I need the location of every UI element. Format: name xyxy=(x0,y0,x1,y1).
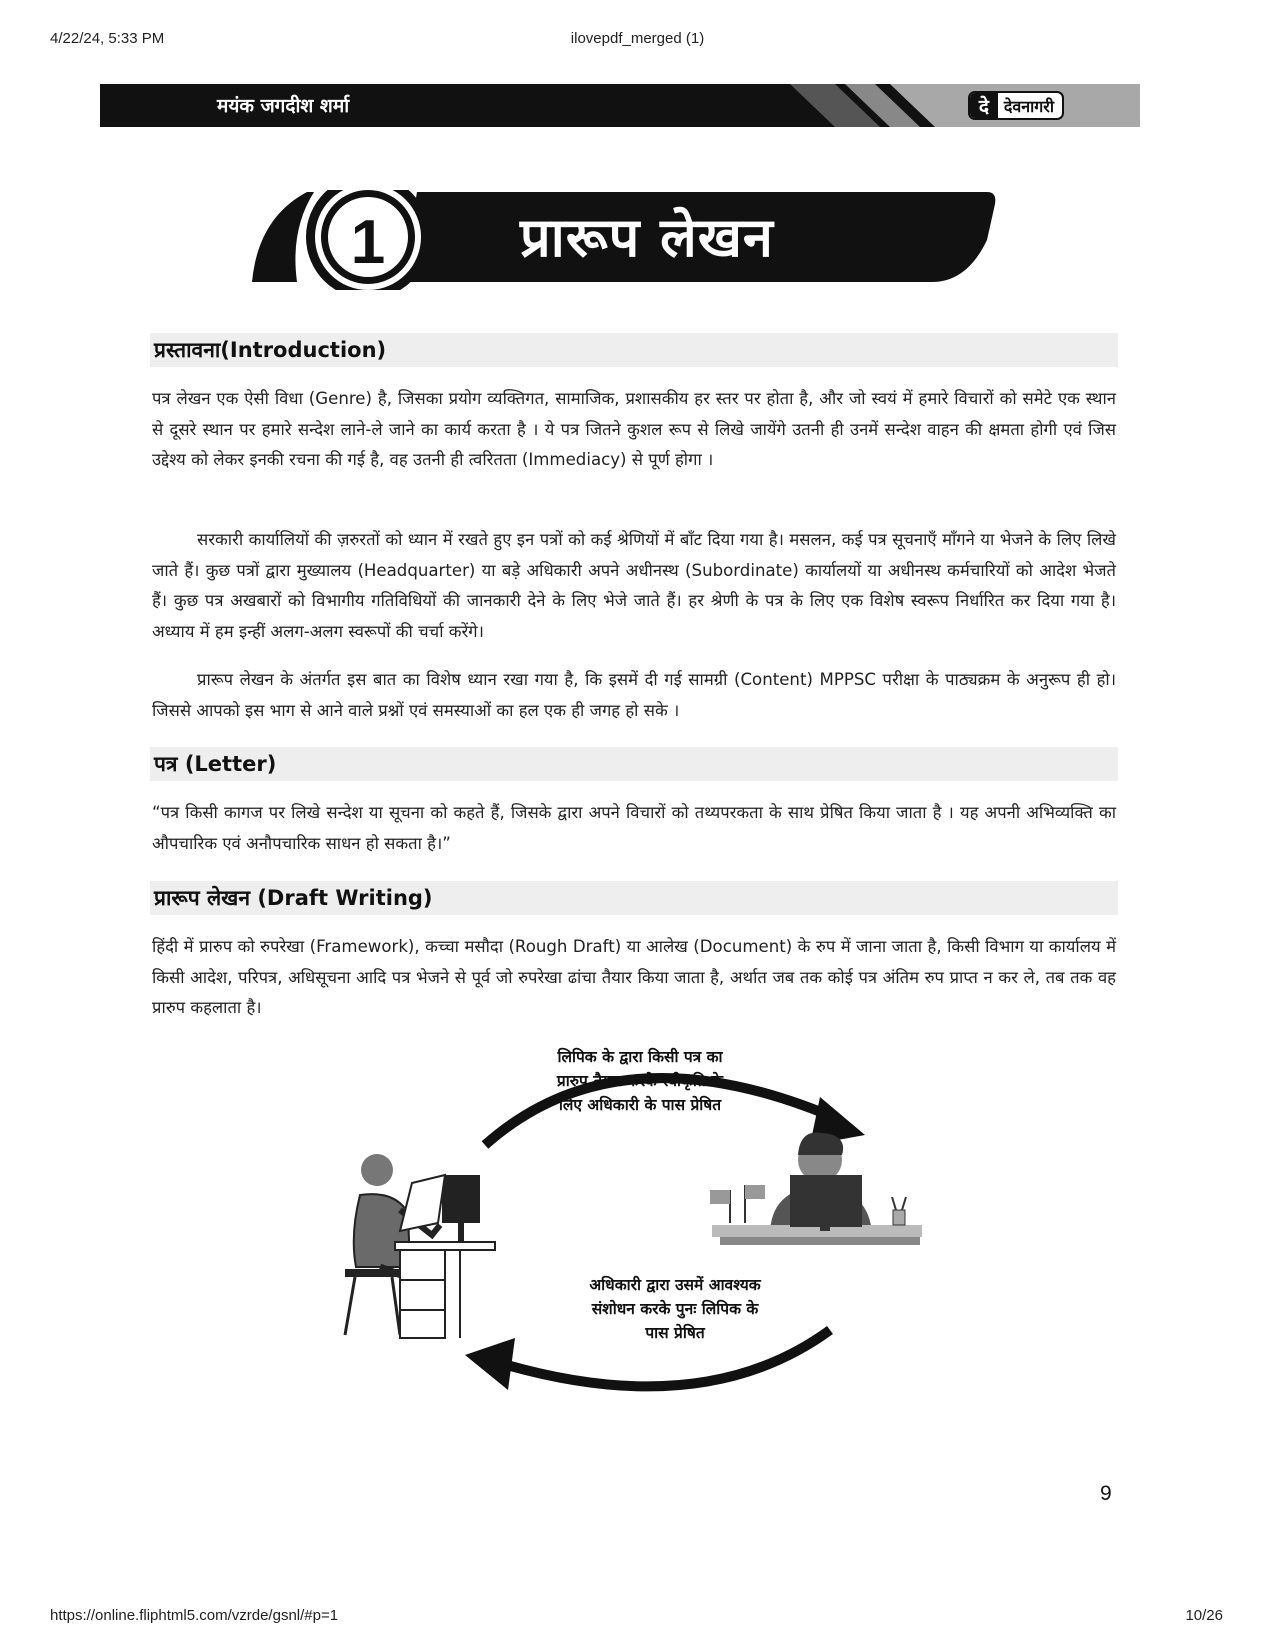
section-heading-introduction: प्रस्तावना(Introduction) xyxy=(150,333,1118,367)
brand-logo xyxy=(968,91,1064,120)
letter-definition: “पत्र किसी कागज पर लिखे सन्देश या सूचना को कहते हैं, जिसके द्वारा अपने विचारों को तथ्यपरकता के साथ प्रेषित किया जाता है । यह अपनी अभिव्यक्ति का औपचारिक एवं अनौपचारिक साधन हो सकता है।” xyxy=(152,803,1116,853)
return-step-label: अधिकारी द्वारा उसमें आवश्यक संशोधन करके पुनः लिपिक के पास प्रेषित xyxy=(589,1276,761,1342)
clerk-figure xyxy=(345,1154,495,1338)
page-number: 9 xyxy=(1100,1482,1112,1505)
author-name: मयंक जगदीश शर्मा xyxy=(217,95,350,117)
header-banner xyxy=(100,84,1140,127)
intro-paragraph-2: सरकारी कार्यालियों की ज़रुरतों को ध्यान में रखते हुए इन पत्रों को कई श्रेणियों में बाँट दिया गया है। मसलन, कई पत्र सूचनाएँ माँगने या भेजने के लिए लिखे जाते हैं। कुछ पत्रों द्वारा मुख्यालय (Headquarter) या बड़े अधिकारी अपने अधीनस्थ (Subordinate) कार्यालयों या अधीनस्थ कर्मचारियों को आदेश भेजते हैं। कुछ पत्र अखबारों को विभागीय गतिविधियों की जानकारी देने के लिए भेजे जाते हैं। हर श्रेणी के पत्र के लिए एक विशेष स्वरूप निर्धारित कर दिया गया है। अध्याय में हम इन्हीं अलग-अलग स्वरूपों की चर्चा करेंगे। xyxy=(152,530,1116,641)
draft-process-illustration xyxy=(300,1045,980,1419)
print-url: https://online.fliphtml5.com/vzrde/gsnl/#p=1 xyxy=(50,1607,339,1624)
return-arrowhead xyxy=(465,1338,515,1390)
intro-paragraph-3: प्रारूप लेखन के अंतर्गत इस बात का विशेष ध्यान रखा गया है, कि इसमें दी गई सामग्री (Content) MPPSC परीक्षा के पाठ्यक्रम के अनुरूप ही हो। जिससे आपको इस भाग से आने वाले प्रश्नों एवं समस्याओं का हल एक ही जगह हो सके । xyxy=(152,670,1116,720)
officer-figure xyxy=(710,1132,922,1245)
section-heading-draft-writing: प्रारूप लेखन (Draft Writing) xyxy=(150,881,1118,915)
brand-name: देवनागरी xyxy=(1003,96,1054,116)
chapter-title: प्रारूप लेखन xyxy=(520,206,774,269)
intro-paragraph-1: पत्र लेखन एक ऐसी विधा (Genre) है, जिसका प्रयोग व्यक्तिगत, सामाजिक, प्रशासकीय हर स्तर पर होता है, और जो स्वयं में हमारे विचारों को समेटे एक स्थान से दूसरे स्थान पर हमारे सन्देश लाने-ले जाने का कार्य करता है । ये पत्र जितने कुशल रूप से लिखे जायेंगे उतनी ही उनमें सन्देश वाहन की क्षमता होगी एवं जिस उद्देश्य को लेकर इनकी रचना की गई है, वह उतनी ही त्वरितता (Immediacy) से पूर्ण होगा । xyxy=(152,389,1117,469)
draft-paragraph: हिंदी में प्रारुप को रुपरेखा (Framework), कच्चा मसौदा (Rough Draft) या आलेख (Document) के रुप में जाना जाता है, किसी विभाग या कार्यालय में किसी आदेश, परिपत्र, अधिसूचना आदि पत्र भेजने से पूर्व जो रुपरेखा ढांचा तैयार किया जाता है, अर्थात जब तक कोई पत्र अंतिम रुप प्राप्त न कर ले, तब तक वह प्रारुप कहलाता है। xyxy=(152,937,1116,1017)
section-heading-letter: पत्र (Letter) xyxy=(150,747,1118,781)
print-document-title: ilovepdf_merged (1) xyxy=(570,30,705,47)
chapter-number: 1 xyxy=(350,207,386,277)
brand-mark: दे xyxy=(970,91,998,120)
forward-step-label: लिपिक के द्वारा किसी पत्र का प्रारुप तैयार करके स्वीकृति के लिए अधिकारी के पास प्रेषित xyxy=(556,1048,724,1114)
print-page-count: 10/26 xyxy=(1185,1607,1223,1624)
print-datetime: 4/22/24, 5:33 PM xyxy=(50,30,165,47)
